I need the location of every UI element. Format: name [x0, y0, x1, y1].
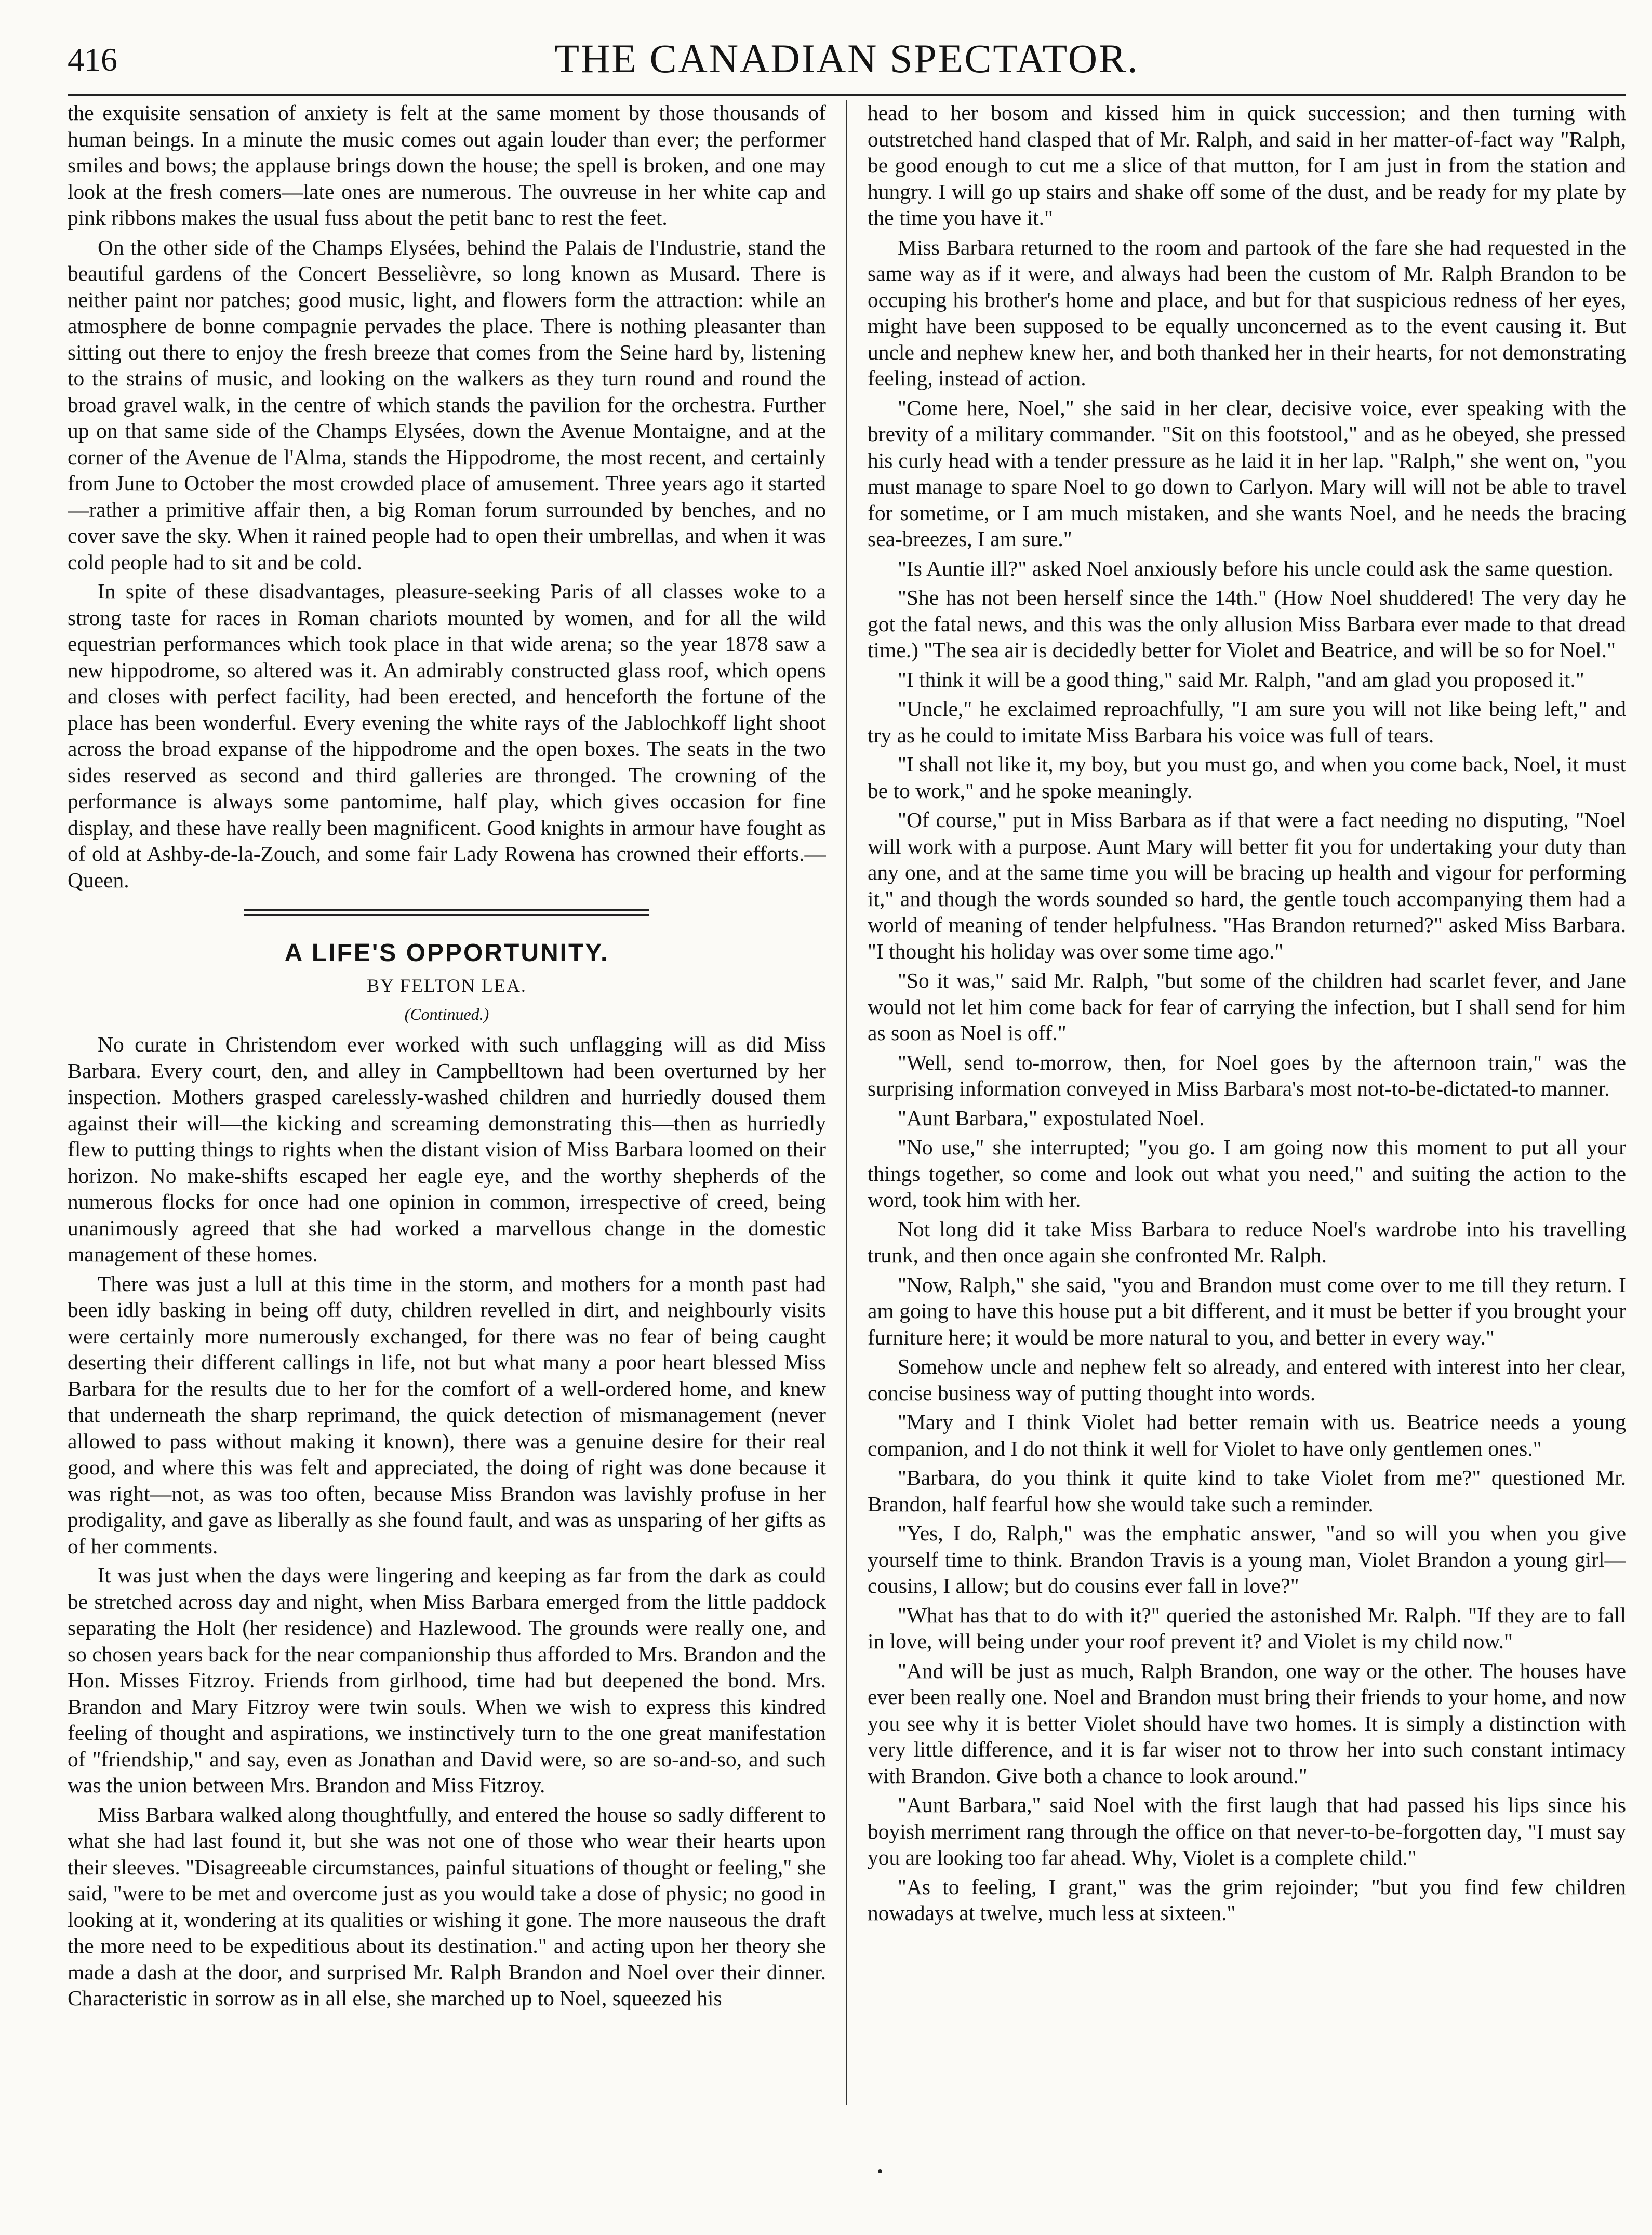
section-divider — [244, 909, 649, 916]
paragraph: There was just a lull at this time in the storm, and mothers for a month past had been idly basking in being off duty, children revelled in dirt, and neighbourly visits were certainly more numerously exchanged, for there was no fear of being caught deserting their different callings in life, not but what many a poor heart blessed Miss Barbara for the results due to her for the comfort of a well-ordered home, and knew that underneath the sharp reprimand, the quick detection of mismanagement (never allowed to pass without making it known), there was a genuine desire for their real good, and where this was felt and appreciated, the doing of right was done because it was right—not, as was too often, because Miss Brandon was lavishly profuse in her prodigality, and gave as liberally as she found fault, and was as unsparing of her gifts as of her comments. — [68, 1271, 826, 1558]
paragraph: "Yes, I do, Ralph," was the emphatic answer, "and so will you when you give yourself time to think. Brandon Travis is a young man, Violet Brandon a young girl—cousins, I allow; but do cousins ever fall in love?" — [868, 1521, 1626, 1598]
paragraph: Miss Barbara returned to the room and partook of the fare she had requested in the same way as if it were, and always had been the custom of Mr. Ralph Brandon to be occuping his brother's home and place, and but for that suspicious redness of her eyes, might have been supposed to be equally unconcerned as to the event causing it. But uncle and nephew knew her, and both thanked her in their hearts, for not demonstrating feeling, instead of action. — [868, 235, 1626, 390]
continued-note: (Continued.) — [404, 1005, 489, 1023]
paragraph: "What has that to do with it?" queried the astonished Mr. Ralph. "If they are to fall in love, will being under your roof prevent it? and Violet is my child now." — [868, 1603, 1626, 1653]
article-byline: BY FELTON LEA. — [367, 975, 527, 996]
paragraph: "She has not been herself since the 14th." (How Noel shuddered! The very day he got the fatal news, and this was the only allusion Miss Barbara ever made to that dread time.) "The sea air is decidedly better for Violet and Beatrice, and will be so for Noel." — [868, 586, 1626, 662]
paragraph: "Uncle," he exclaimed reproachfully, "I am sure you will not like being left," and try as he could to imitate Miss Barbara his voice was full of tears. — [868, 697, 1626, 747]
paragraph: "And will be just as much, Ralph Brandon, one way or the other. The houses have ever been really one. Noel and Brandon must bring their friends to your home, and now you see why it is better Violet should have two homes. It is simply a distinction with very little difference, and it is far wiser not to throw her into such constant intimacy with Brandon. Give both a chance to look around." — [868, 1658, 1626, 1788]
article-title: A LIFE'S OPPORTUNITY. — [284, 939, 609, 967]
paragraph: head to her bosom and kissed him in quick succession; and then turning with outstretched hand clasped that of Mr. Ralph, and said in her matter-of-fact way "Ralph, be good enough to cut me a slice of that mutton, for I am just in from the station and hungry. I will go up stairs and shake off some of the dust, and be ready for my plate by the time you have it." — [868, 101, 1626, 230]
paragraph: It was just when the days were lingering and keeping as far from the dark as could be stretched across day and night, when Miss Barbara emerged from the little paddock separating the Holt (her residence) and Hazlewood. The grounds were really one, and so chosen years back for the near companionship thus afforded to Mrs. Brandon and the Hon. Misses Fitzroy. Friends from girlhood, time had but deepened the bond. Mrs. Brandon and Mary Fitzroy were twin souls. When we wish to express this kindred feeling of thought and aspirations, we instinctively turn to the one great manifestation of "friendship," and say, even as Jonathan and David were, so are so-and-so, and such was the union between Mrs. Brandon and Miss Fitzroy. — [68, 1563, 826, 1797]
left-column-article-continuation — [68, 100, 826, 893]
paragraph: the exquisite sensation of anxiety is felt at the same moment by those thousands of human beings. In a minute the music comes out again louder than ever; the performer smiles and bows; the applause brings down the house; the spell is broken, and one may look at the fresh comers—late ones are numerous. The ouvreuse in her white cap and pink ribbons makes the usual fuss about the petit banc to rest the feet. — [68, 101, 826, 230]
print-mark — [878, 2169, 882, 2173]
paragraph: "I shall not like it, my boy, but you must go, and when you come back, Noel, it must be to work," and he spoke meaningly. — [868, 752, 1626, 803]
paragraph: "So it was," said Mr. Ralph, "but some of the children had scarlet fever, and Jane would not let him come back for fear of carrying the infection, but I shall send for him as soon as Noel is off." — [868, 968, 1626, 1045]
paragraph: Miss Barbara walked along thoughtfully, and entered the house so sadly different to what she had last found it, but she was not one of those who wear their hearts upon their sleeves. "Disagreeable circumstances, painful situations of thought or feeling," she said, "were to be met and overcome just as you would take a dose of physic; no good in looking at it, wondering at its qualities or wishing it gone. The more nauseous the draft the more need to be expeditious about its destination." and acting upon her theory she made a dash at the door, and surprised Mr. Ralph Brandon and Noel over their dinner. Characteristic in sorrow as in all else, she marched up to Noel, squeezed his — [68, 1802, 826, 2010]
columns-wrapper — [68, 31, 1626, 2203]
paragraph: "Aunt Barbara," said Noel with the first laugh that had passed his lips since his boyish merriment rang through the office on that never-to-be-forgotten day, "I must say you are looking too far ahead. Why, Violet is a complete child." — [868, 1793, 1626, 1869]
paragraph: "As to feeling, I grant," was the grim rejoinder; "but you find few children nowadays at twelve, much less at sixteen." — [868, 1874, 1626, 1925]
paragraph: "Is Auntie ill?" asked Noel anxiously before his uncle could ask the same question. — [898, 556, 1614, 580]
paragraph: "Now, Ralph," she said, "you and Brandon must come over to me till they return. I am going to have this house put a bit different, and it must be better if you brought your furniture here; it would be more natural to you, and better in every way." — [868, 1272, 1626, 1349]
paragraph: On the other side of the Champs Elysées, behind the Palais de l'Industrie, stand the beautiful gardens of the Concert Besselièvre, so long known as Musard. There is neither paint nor patches; good music, light, and flowers form the attraction: while an atmosphere de bonne compagnie pervades the place. There is nothing pleasanter than sitting out there to enjoy the fresh breeze that comes from the Seine hard by, listening to the strains of music, and looking on the walkers as they turn round and round the broad gravel walk, in the centre of which stands the pavilion for the orchestra. Further up on that same side of the Champs Elysées, down the Avenue Montaigne, and at the corner of the Avenue de l'Alma, stands the Hippodrome, the most recent, and certainly from June to October the most crowded place of amusement. Three years ago it started—rather a primitive affair then, a big Roman forum surrounded by benches, and no cover save the sky. When it rained people had to open their umbrellas, and when it was cold people had to sit and be cold. — [68, 235, 826, 574]
left-column-story — [68, 1031, 826, 2012]
right-column — [868, 100, 1626, 2157]
column-rule — [846, 100, 847, 2105]
right-column-story — [868, 100, 1626, 1926]
paragraph: "I think it will be a good thing," said Mr. Ralph, "and am glad you proposed it." — [898, 667, 1584, 691]
paragraph: "Well, send to-morrow, then, for Noel goes by the afternoon train," was the surprising information conveyed in Miss Barbara's most not-to-be-dictated-to manner. — [868, 1050, 1626, 1100]
paragraph: "Come here, Noel," she said in her clear, decisive voice, ever speaking with the brevity of a military commander. "Sit on this footstool," and as he obeyed, she pressed his curly head with a tender pressure as he laid it in her lap. "Ralph," she went on, "you must manage to spare Noel to go down to Carlyon. Mary will will not be able to travel for sometime, or I am much mistaken, and she wants Noel, and he needs the bracing sea-breezes, I am sure." — [868, 395, 1626, 551]
paragraph: "Mary and I think Violet had better remain with us. Beatrice needs a young companion, and I do not think it well for Violet to have only gentlemen ones." — [868, 1410, 1626, 1460]
paragraph: Somehow uncle and nephew felt so already, and entered with interest into her clear, concise business way of putting thought into words. — [868, 1354, 1626, 1405]
paragraph: "No use," she interrupted; "you go. I am going now this moment to put all your things together, so come and look out what you need," and suiting the action to the word, took him with her. — [868, 1135, 1626, 1212]
paragraph: "Aunt Barbara," expostulated Noel. — [898, 1106, 1205, 1130]
left-column — [68, 100, 826, 2157]
paragraph: "Of course," put in Miss Barbara as if that were a fact needing no disputing, "Noel will work with a purpose. Aunt Mary will better fit you for undertaking your duty than any one, and at the same time you will be bracing up health and vigour for performing it," and though the words sounded so hard, the gentle touch accompanying them had a world of meaning of tender helpfulness. "Has Brandon returned?" asked Miss Barbara. "I thought his holiday was over some time ago." — [868, 808, 1626, 963]
paragraph: In spite of these disadvantages, pleasure-seeking Paris of all classes woke to a strong taste for races in Roman chariots mounted by women, and for all the wild equestrian performances which took place in that wide arena; so the year 1878 saw a new hippodrome, so altered was it. An admirably constructed glass roof, which opens and closes with perfect facility, had been erected, and henceforth the fortune of the place has been wonderful. Every evening the white rays of the Jablochkoff light shoot across the broad expanse of the hippodrome and the open boxes. The seats in the two sides reserved as second and third galleries are thronged. The crowning of the performance is always some pantomime, half play, which gives occasion for fine display, and these have really been magnificent. Good knights in armour have fought as of old at Ashby-de-la-Zouch, and some fair Lady Rowena has crowned their efforts.—Queen. — [68, 579, 826, 892]
page-number: 416 — [68, 41, 117, 78]
paragraph: Not long did it take Miss Barbara to reduce Noel's wardrobe into his travelling trunk, and then once again she confronted Mr. Ralph. — [868, 1217, 1626, 1267]
paragraph: "Barbara, do you think it quite kind to take Violet from me?" questioned Mr. Brandon, half fearful how she would take such a reminder. — [868, 1466, 1626, 1516]
masthead-title: THE CANADIAN SPECTATOR. — [554, 36, 1139, 81]
paragraph: No curate in Christendom ever worked with such unflagging will as did Miss Barbara. Every court, den, and alley in Campbelltown had been overturned by her inspection. Mothers grasped carelessly-washed children and hurriedly doused them against their will—the kicking and screaming demonstrating this—then as hurriedly flew to putting things to rights when the distant vision of Miss Barbara loomed on their horizon. No make-shifts escaped her eagle eye, and the worthy shepherds of the numerous flocks for once had one opinion in common, irrespective of creed, being unanimously agreed that she had worked a marvellous change in the domestic management of these homes. — [68, 1032, 826, 1266]
